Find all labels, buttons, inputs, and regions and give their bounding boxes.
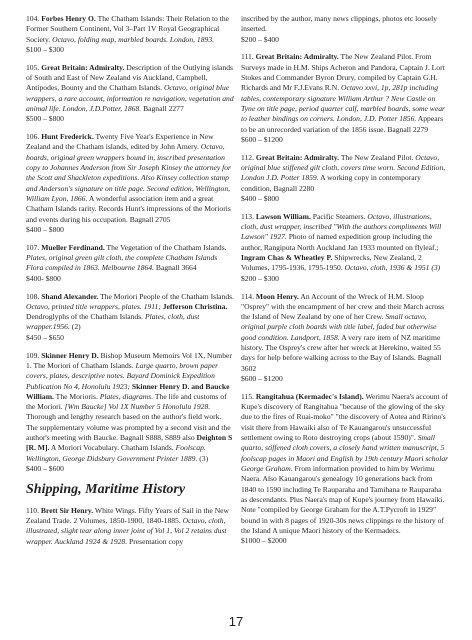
lot-physical-description: Octavo, illustrations, cloth, dust wrapper, inscribed "With the authors compliments Will Lawson" 1927. — [241, 211, 442, 242]
lot-author: Great Britain: Admiralty. — [41, 62, 125, 72]
lot-text: $600 – $1200 — [241, 134, 283, 144]
lot-physical-description: Small octavo, original purple cloth boards with title label, faded but otherwise good condition. Landport, 1858. — [241, 312, 437, 342]
lot-text: The Morioris. — [53, 391, 100, 401]
lot-entry — [241, 153, 449, 205]
lot-estimate — [26, 225, 234, 235]
lot-estimate — [241, 374, 449, 384]
lot-text: Shipwrecks, New Zealand, 2 Volumes, 1795-1936, 1795-1950. — [241, 253, 422, 273]
lot-physical-description: Plates, cloth, dust wrapper.1956. — [26, 312, 200, 332]
lot-author: Rangitahua (Kermadec's Island). — [255, 391, 364, 401]
lot-text: The Chatham Islands: Their Relation to the Former Southern Continent, Vol 3–Part 1V Royal Geographical Society. — [26, 14, 230, 44]
lot-description — [26, 63, 234, 115]
left-column — [26, 14, 234, 554]
lot-text: A very rare item of NZ maritime history. The Osprey's crew after her wreck at Herekino, waited 55 days for help before walking across to the Bay of Islands. Bagnall 3602 — [241, 332, 442, 373]
lot-physical-description: Small quarto, stiffened cloth covers, a closely hand written manuscript, 5 foolscap pages in Maori and English by 19th century Maori scholar George Graham. — [241, 433, 449, 473]
lot-estimate — [241, 194, 449, 204]
lot-author: Deighton S [R. M]. — [26, 433, 233, 453]
lot-description — [26, 351, 234, 464]
lot-text: 112. — [241, 152, 256, 162]
lot-text: $400 – $800 — [26, 224, 64, 234]
lot-author: Hunt Frederick. — [41, 132, 94, 142]
lot-entry — [26, 14, 234, 55]
lot-estimate — [241, 135, 449, 145]
lot-text: $400 – $800 — [241, 194, 279, 203]
lot-entry — [241, 14, 449, 45]
lot-text: 105. — [26, 62, 42, 72]
lot-entry — [241, 392, 449, 547]
lot-author: Jefferson Christina. — [160, 301, 228, 311]
lot-text: 106. — [26, 132, 42, 142]
lot-text: Bagnall 2277 — [141, 104, 184, 113]
lot-entry — [241, 212, 449, 284]
lot-entry — [241, 52, 449, 145]
section-heading: Shipping, Maritime History — [26, 481, 186, 497]
lot-author: Forbes Henry O. — [41, 14, 96, 23]
lot-physical-description: Octavo, cloth, 1936 & 1951 (3) — [344, 263, 441, 273]
lot-text: $500 – $800 — [26, 114, 64, 124]
lot-text: 111. — [241, 52, 256, 62]
lot-text: The life and customs of the Moriori. — [26, 391, 227, 412]
lot-text: 114. — [241, 291, 256, 301]
lot-description — [26, 506, 234, 547]
lot-author: Shand Alexander. — [41, 291, 99, 301]
lot-estimate — [241, 35, 449, 45]
lot-text: (3) — [197, 453, 209, 463]
lot-text: Bagnall 3664 — [154, 263, 197, 273]
lot-estimate — [26, 45, 234, 55]
page-number: 17 — [228, 614, 244, 629]
lot-author: Ingram Chas & Wheatley P. — [241, 253, 333, 263]
lot-entry — [26, 132, 234, 235]
left-entries-continued — [26, 506, 234, 547]
lot-physical-description: Octavo xxvi, 1p, 281p including tables, contemporary signature William Arthur ? New Castle on Tyne on title page, period quarter calf, marbled boards, some wear to leather bindings on corners. London, J.D. Potter 1856. — [241, 83, 445, 124]
lot-text: $400- $800 — [26, 273, 61, 283]
lot-text: Photo of named expedition group including the author, Rangiputa North Auckland Jan 1933 mounted on flyleaf.; — [241, 232, 439, 252]
lot-entry — [26, 292, 234, 344]
lot-text: Appears to be an unrecorded variation of the 1856 issue. Bagnall 2279 — [241, 114, 444, 134]
lot-entry — [26, 351, 234, 475]
lot-text: From information provided to him by Werimu Naera. Also Kauangarou's genealogy 10 generations back from 1840 to 1590 including Te Rauparaha and Tamihana te Rauparaha as descendants. Plus Naera's map of Kupe's journey from Hawaiki. Note "compiled by George Graham for the A.T.Pycroft in 1929" bound in with 8 pages of 1920-30s news clippings re the history of the Island A unique Maori history of the Kermadecs. — [241, 464, 445, 535]
lot-text: inscribed by the author, many news clippings, photos etc loosely inserted. — [241, 14, 438, 34]
lot-estimate — [26, 464, 234, 474]
lot-text: Werimu Naera's account of Kupe's discovery of Rangitahua "because of the glowing of the sky due to the fires of Ruai-moko" "the discovery of Aotea and Ririno's visit there from Hawaiki also of Te Kauangarou's unsuccessful settlement owing to Roto destroying crops (about 1590)". — [241, 391, 448, 443]
lot-description — [241, 14, 449, 35]
lot-physical-description: Plates, original green gilt cloth, the complete Chatham Islands Flora compiled in 1863. Melbourne 1864. — [26, 253, 218, 273]
lot-entry — [26, 63, 234, 125]
lot-physical-description: Octavo, original blue stiffened gilt cloth, covers time worn. Second Edition, London J.D. Potter 1859. — [241, 152, 446, 183]
lot-text: 107. — [26, 242, 42, 252]
lot-author: Lawson William. — [255, 211, 311, 221]
lot-text: $600 – $1200 — [241, 374, 283, 383]
lot-text: The Vegetation of the Chatham Islands. — [104, 242, 227, 252]
lot-text: The Moriori People of the Chatham Islands. — [98, 291, 234, 301]
lot-author: Great Britain: Admiralty. — [255, 52, 339, 62]
lot-text: $1000 – $2000 — [241, 536, 287, 546]
lot-estimate — [241, 274, 449, 284]
lot-description — [26, 132, 234, 225]
lot-author: Brett Sir Henry. — [40, 505, 94, 515]
lot-physical-description: Plates, diagrams. — [99, 391, 154, 401]
lot-author: Mueller Ferdinand. — [41, 242, 105, 252]
lot-description — [241, 292, 449, 375]
lot-author: Skinner Henry D. and Baucke William. — [26, 381, 230, 401]
lot-text: Description of the Outlying islands of South and East of New Zealand vis Auckland, Campbell, Antipodes, Bounty and the Chatham Islands. — [26, 62, 233, 93]
lot-estimate — [26, 114, 234, 124]
lot-description — [241, 392, 449, 536]
lot-text: $100 – $300 — [26, 44, 64, 54]
lot-physical-description: Octavo, boards, original green wrappers bound in, inscribed presentation copy to Johannes Anderson from Sir Joseph Kinsey the attorney for the Scott and Shackleton expeditions. Also Kinsey collection stamp and Anderson's signature on title page. Second edition, Wellington, William Lyon, 1866. — [26, 142, 232, 203]
lot-description — [241, 212, 449, 274]
lot-author: Moon Henry. — [255, 291, 299, 301]
lot-estimate — [26, 333, 234, 343]
lot-text: $400 – $600 — [26, 464, 64, 473]
lot-author: Skinner Henry D. — [41, 350, 99, 360]
lot-text: 108. — [26, 291, 42, 301]
lot-text: (2) — [69, 322, 81, 332]
lot-text: Presentation copy — [127, 536, 184, 546]
lot-entry — [26, 506, 234, 547]
lot-entry — [26, 243, 234, 284]
lot-author: Great Britain: Admiralty. — [255, 152, 340, 162]
lot-text: 109. — [26, 350, 42, 360]
lot-estimate — [241, 536, 449, 546]
lot-text: A Moriori Vocabulary. Chatham Islands. — [49, 443, 176, 453]
lot-text: 110. — [26, 505, 41, 515]
right-entries — [241, 14, 449, 547]
lot-entry — [241, 292, 449, 385]
lot-text: An Account of the Wreck of H.M. Sloop "Osprey" with the encampment of her crew and their March across the Island of New Zealand by one of her Crew. — [241, 291, 445, 322]
lot-physical-description: Octavo, folding map, marbled boards. London, 1893. — [52, 34, 215, 44]
lot-physical-description: Octavo, cloth, illustrated, slight tear along inner joint of Vol 1, Vol 2 retains dust wrapper. Auckland 1924 & 1928. — [26, 515, 227, 546]
lot-text: Twenty Five Year's Experience in New Zealand and the Chatham islands, edited by John Amery. — [26, 132, 214, 152]
lot-text: White Wings. Fifty Years of Sail in the New Zealand Trade. 2 Volumes, 1850-1900, 1840-1885. — [26, 505, 230, 525]
lot-text: Thorough and lengthy research based on the author's field work. The supplementary volume was prompted by a second visit and the author's meeting with Baucke. Bagnall S888, S889 also — [26, 412, 231, 443]
lot-physical-description: Octavo, original blue wrappers, a rare account, information re navigation, vegetation and animal life. London, J.D.Potter, 1868. — [26, 83, 234, 113]
lot-text: $200 – $400 — [241, 34, 279, 44]
lot-estimate — [26, 274, 234, 284]
lot-description — [26, 14, 234, 45]
lot-text: 115. — [241, 391, 256, 401]
lot-text: Bishop Museum Memoirs Vol 1X, Number 1. The Moriori of Chatham Islands. — [26, 350, 232, 370]
lot-text: The New Zealand Pilot. From Surveys made in H.M. Ships Acheron and Pandora, Captain J. Lort Stokes and Commander Byron Drury, compiled by Captain G.H. Richards and Mr F.J.Evans R.N. — [241, 52, 445, 93]
lot-text: Pacific Steamers. — [310, 211, 368, 221]
lot-description — [241, 52, 449, 135]
lot-text: 104. — [26, 14, 42, 23]
lot-physical-description: Foolscap. Wellington, George Didsbury Government Printer 1889. — [26, 443, 206, 463]
lot-text: A wonderful association item and a great Chatham Islands rarity. Records Hunt's impressions of the Morioris and events during his occupation. Bagnall 2705 — [26, 194, 231, 224]
lot-description — [26, 292, 234, 333]
lot-text: A working copy in contemporary condition, Bagnall 2280 — [241, 173, 421, 193]
lot-physical-description: Octavo, printed title wrappers, plates. 1911; — [26, 301, 161, 311]
lot-text: $450 – $650 — [26, 332, 64, 342]
left-entries — [26, 14, 234, 474]
lot-text: $200 – $300 — [241, 273, 279, 283]
lot-description — [26, 243, 234, 274]
lot-text: The New Zealand Pilot. — [339, 152, 416, 162]
lot-description — [241, 153, 449, 194]
lot-physical-description: Large quarto, brown paper covers, plates, descriptive notes. Bayard Dominick Expedition Publication No 4, Honolulu 1923; — [26, 360, 219, 391]
lot-text: Dendroglyphs of the Chatham Islands. — [26, 312, 145, 322]
right-column — [241, 14, 449, 554]
lot-physical-description: [Wm Baucke] Vol 1X Number 5 Honolulu 1928. — [64, 402, 211, 412]
lot-text: 113. — [241, 211, 256, 221]
